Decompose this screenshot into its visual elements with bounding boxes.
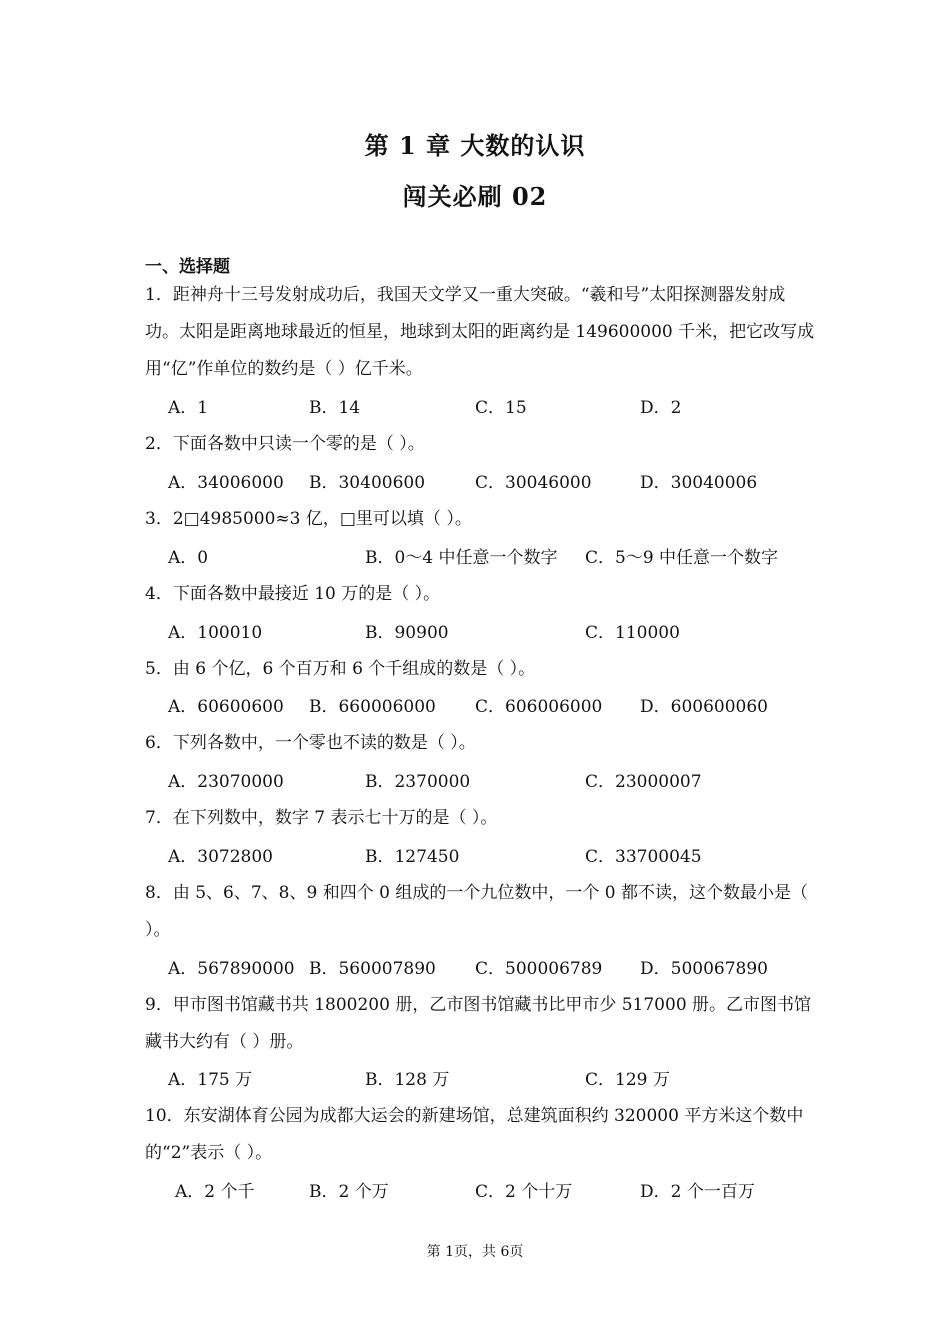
question-4: 4．下面各数中最接近 10 万的是（ ）。: [145, 584, 441, 604]
question-10-option-c: C．2 个十万: [475, 1182, 573, 1202]
question-2-option-b: B．30400600: [309, 473, 426, 493]
question-1-option-a: A．1: [168, 398, 209, 418]
question-7: 7．在下列数中，数字 7 表示七十万的是（ ）。: [145, 808, 498, 828]
question-3-option-c: C．5～9 中任意一个数字: [585, 548, 779, 568]
question-7-option-a: A．3072800: [168, 847, 273, 867]
question-10-option-d: D．2 个一百万: [640, 1182, 755, 1202]
question-7-option-c: C．33700045: [585, 847, 702, 867]
question-4-option-c: C．110000: [585, 623, 680, 643]
question-2: 2．下面各数中只读一个零的是（ ）。: [145, 434, 425, 454]
section-heading: 一、选择题: [145, 257, 230, 277]
question-1-option-c: C．15: [475, 398, 527, 418]
question-10-option-b: B．2 个万: [309, 1182, 389, 1202]
question-5: 5．由 6 个亿，6 个百万和 6 个千组成的数是（ ）。: [145, 659, 536, 679]
page-number: 第 1页，共 6页: [426, 1244, 524, 1260]
question-10: 10．东安湖体育公园为成都大运会的新建场馆，总建筑面积约 320000 平方米这个数中的“2”表示（ ）。: [145, 1106, 804, 1163]
question-1: 1．距神舟十三号发射成功后，我国天文学又一重大突破。“羲和号”太阳探测器发射成功。太阳是距离地球最近的恒星，地球到太阳的距离约是 149600000 千米，把它改写成用“亿”作单位的数约是（ ）亿千米。: [145, 285, 815, 379]
question-2-option-d: D．30040006: [640, 473, 758, 493]
question-6-option-a: A．23070000: [168, 772, 284, 792]
question-9-option-c: C．129 万: [585, 1070, 670, 1090]
question-8-option-a: A．567890000: [168, 959, 295, 979]
question-1-option-d: D．2: [640, 398, 682, 418]
question-5-option-c: C．606006000: [475, 697, 603, 717]
question-4-option-b: B．90900: [365, 623, 449, 643]
question-6: 6．下列各数中，一个零也不读的数是（ ）。: [145, 733, 476, 753]
question-5-option-a: A．60600600: [168, 697, 284, 717]
question-8-option-c: C．500006789: [475, 959, 603, 979]
question-1-option-b: B．14: [309, 398, 361, 418]
question-6-option-b: B．2370000: [365, 772, 471, 792]
question-10-option-a: A．2 个千: [175, 1182, 255, 1202]
question-8: 8．由 5、6、7、8、9 和四个 0 组成的一个九位数中，一个 0 都不读，这个数最小是（ ）。: [145, 883, 808, 940]
question-2-option-a: A．34006000: [168, 473, 284, 493]
question-8-option-d: D．500067890: [640, 959, 768, 979]
question-3-option-a: A．0: [168, 548, 209, 568]
chapter-title: 第 1 章 大数的认识: [364, 131, 586, 160]
question-7-option-b: B．127450: [365, 847, 460, 867]
question-9-option-b: B．128 万: [365, 1070, 450, 1090]
question-5-option-d: D．600600060: [640, 697, 768, 717]
question-4-option-a: A．100010: [168, 623, 263, 643]
question-9-option-a: A．175 万: [168, 1070, 253, 1090]
question-5-option-b: B．660006000: [309, 697, 436, 717]
question-3-option-b: B．0～4 中任意一个数字: [365, 548, 558, 568]
question-8-option-b: B．560007890: [309, 959, 436, 979]
question-2-option-c: C．30046000: [475, 473, 592, 493]
page-subtitle: 闯关必刷 02: [402, 182, 548, 211]
question-6-option-c: C．23000007: [585, 772, 702, 792]
question-9: 9．甲市图书馆藏书共 1800200 册，乙市图书馆藏书比甲市少 517000 册。乙市图书馆藏书大约有（ ）册。: [145, 995, 812, 1052]
question-3: 3．2□4985000≈3 亿，□里可以填（ ）。: [145, 509, 472, 529]
